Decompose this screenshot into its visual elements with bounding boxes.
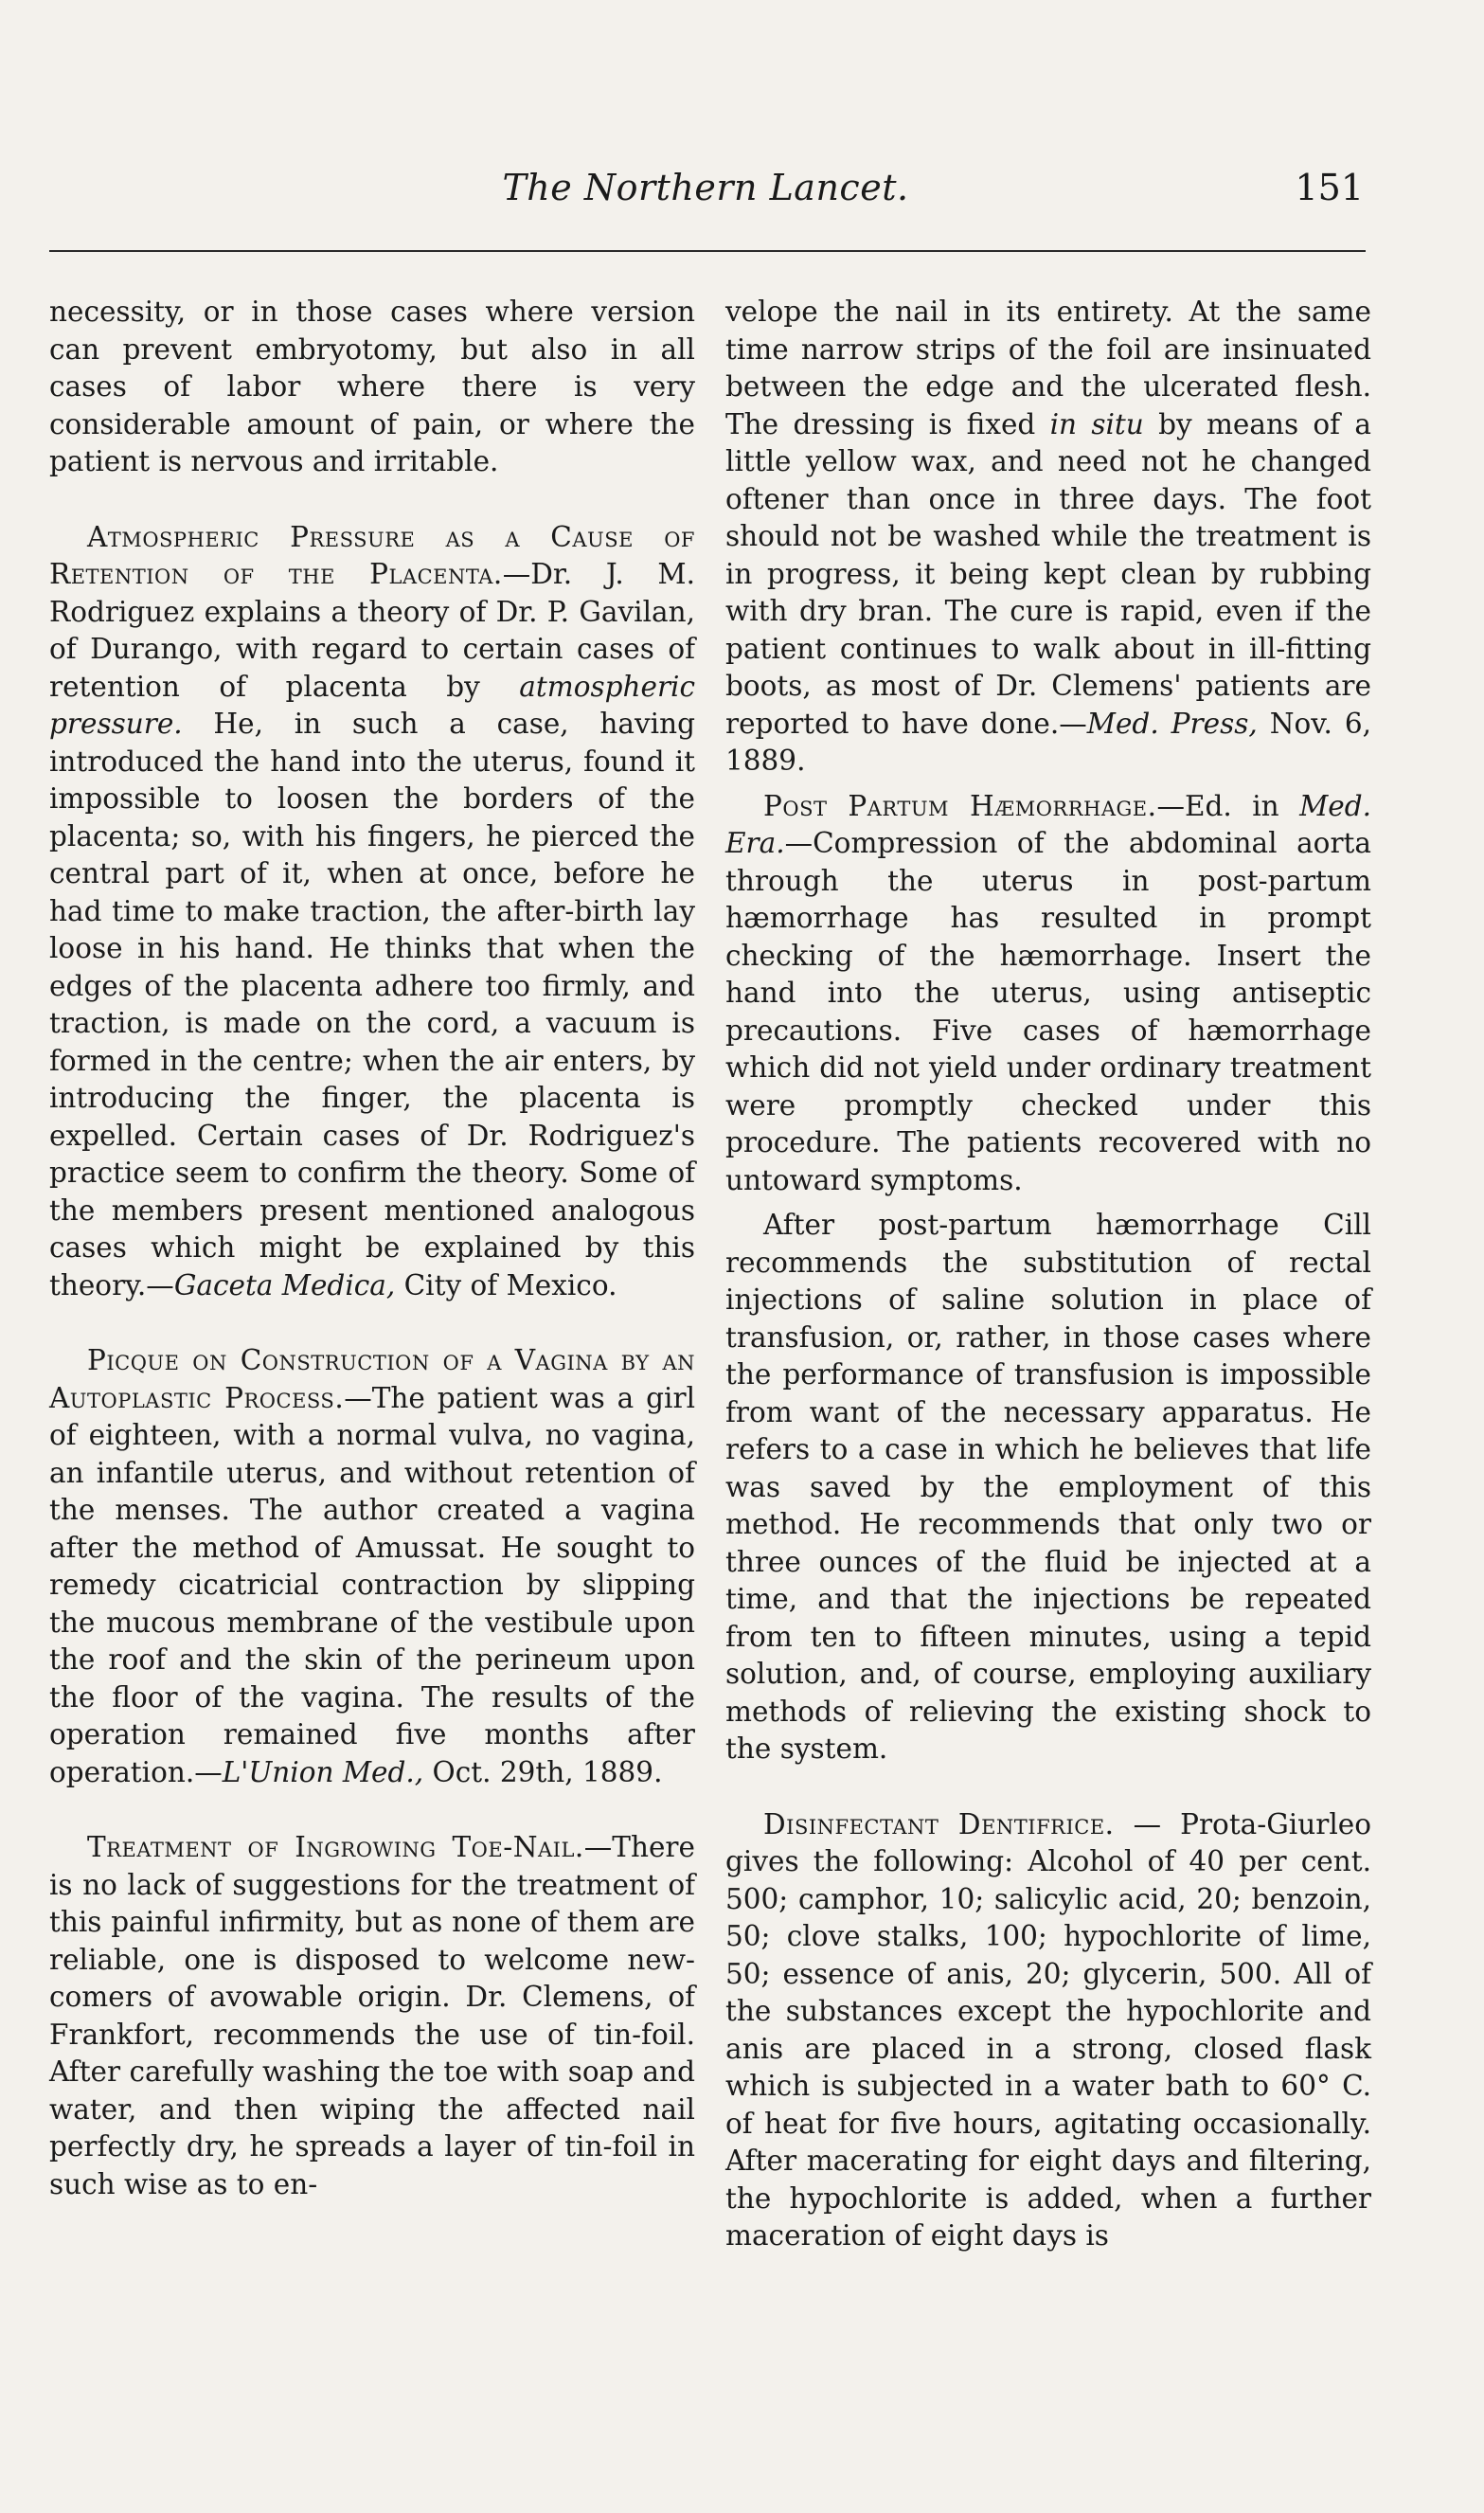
article-picque-vagina xyxy=(49,1342,695,1791)
article-text: by means of a little yellow wax, and need not he changed oftener than once in three days. The foot should not be washed while the treatment is in progress, it being kept clean by rubbing with dry bran. The cure is rapid, even if the patient continues to walk about in ill-fitting boots, as most of Dr. Clemens' patients are reported to have done.— xyxy=(725,407,1371,740)
article-heading: Disinfectant Dentifrice. xyxy=(763,1807,1115,1840)
emphasis-text: in situ xyxy=(1049,407,1144,440)
article-atmospheric-pressure xyxy=(49,519,695,1305)
paragraph-rectal-injections: After post-partum hæmorrhage Cill recommends the substitution of rectal injections of saline solution in place of transfusion, or, rather, in those cases where the performance of transfusion is impossible from want of the necessary apparatus. He refers to a case in which he believes that life was saved by the employment of this method. He recommends that only two or three ounces of the fluid be injected at a time, and that the injections be repeated from ten to fifteen minutes, using a tepid solution, and, of course, employing auxiliary methods of relieving the existing shock to the system. xyxy=(725,1209,1371,1765)
article-text: City of Mexico. xyxy=(395,1268,617,1301)
article-disinfectant-dentifrice xyxy=(725,1806,1371,2255)
header-rule xyxy=(49,250,1366,252)
article-text: He, in such a case, having introduced the hand into the uterus, found it impossible to loosen the borders of the placenta; so, with his fingers, he pierced the central part of it, when at once, before he had time to make traction, the after-birth lay loose in his hand. He thinks that when the edges of the placenta adhere too firmly, and traction, is made on the cord, a vacuum is formed in the centre; when the air enters, by introducing the finger, the placenta is expelled. Certain cases of Dr. Rodriguez's practice seem to confirm the theory. Some of the members present mentioned analogous cases which might be explained by this theory.— xyxy=(49,708,695,1301)
article-heading: Treatment of Ingrowing Toe-Nail. xyxy=(87,1831,584,1863)
article-text: —Compression of the abdominal aorta through the uterus in post-partum hæmorrhage has resulted in prompt checking of the hæmorrhage. Insert the hand into the uterus, using antiseptic precautions. Five cases of hæmorrhage which did not yield under ordinary treatment were promptly checked under this procedure. The patients recovered with no untoward symptoms. xyxy=(725,827,1371,1196)
article-text: —The patient was a girl of eighteen, with a normal vulva, no vagina, an infantile uterus, and without retention of the menses. The author created a vagina after the method of Amussat. He sought to remedy cicatricial contraction by slipping the mucous membrane of the vestibule upon the roof and the skin of the perineum upon the floor of the vagina. The results of the operation remained five months after operation.— xyxy=(49,1381,696,1788)
article-heading: Picque on Construction of a Vagina by an Autoplastic Process. xyxy=(49,1344,695,1414)
paragraph-continuation: necessity, or in those cases where version can prevent embryotomy, but also in all cases of labor where there is very considerable amount of pain, or where the patient is nervous and irritable. xyxy=(49,296,695,477)
article-post-partum xyxy=(725,788,1371,1200)
emphasis-text: atmospheric pressure. xyxy=(49,670,695,740)
article-text: —Ed. in xyxy=(1156,789,1300,822)
source-citation: Med. Press, xyxy=(1086,707,1258,740)
source-citation: Med. Era. xyxy=(725,789,1371,859)
article-text: — Prota-Giurleo gives the following: Alcohol of 40 per cent. 500; camphor, 10; salicylic acid, 20; benzoin, 50; clove stalks, 100; hypochlorite of lime, 50; essence of anis, 20; glycerin, 500. All of the substances except the hypochlorite and anis are placed in a strong, closed flask which is subjected in a water bath to 60° C. of heat for five hours, agitating occasionally. After macerating for eight days and filtering, the hypochlorite is added, when a further maceration of eight days is xyxy=(725,1807,1371,2252)
source-citation: L'Union Med., xyxy=(222,1755,424,1788)
left-column xyxy=(49,294,695,2203)
article-heading: Atmospheric Pressure as a Cause of Retention of the Placenta. xyxy=(49,520,695,590)
article-text: Oct. 29th, 1889. xyxy=(423,1755,663,1788)
article-text: Nov. 6, 1889. xyxy=(725,707,1371,777)
right-column xyxy=(725,294,1371,2255)
article-text: —There is no lack of suggestions for the treatment of this painful infirmity, but as none of them are reliable, one is disposed to welcome new-comers of avowable origin. Dr. Clemens, of Frankfort, recommends the use of tin-foil. After carefully washing the toe with soap and water, and then wiping the affected nail perfectly dry, he spreads a layer of tin-foil in such wise as to en- xyxy=(49,1831,695,2200)
source-citation: Gaceta Medica, xyxy=(173,1268,396,1301)
paragraph-continuation xyxy=(725,294,1371,781)
running-title: The Northern Lancet. xyxy=(502,167,909,208)
page-number: 151 xyxy=(1295,167,1364,208)
article-text: velope the nail in its entirety. At the same time narrow strips of the foil are insinuated between the edge and the ulcerated flesh. The dressing is fixed xyxy=(725,296,1371,440)
article-heading: Post Partum Hæmorrhage. xyxy=(763,789,1157,822)
article-ingrowing-toe-nail xyxy=(49,1829,695,2203)
article-text: —Dr. J. M. Rodriguez explains a theory of Dr. P. Gavilan, of Durango, with regard to certain cases of retention of placenta by xyxy=(49,558,695,703)
page-header xyxy=(47,161,1364,227)
